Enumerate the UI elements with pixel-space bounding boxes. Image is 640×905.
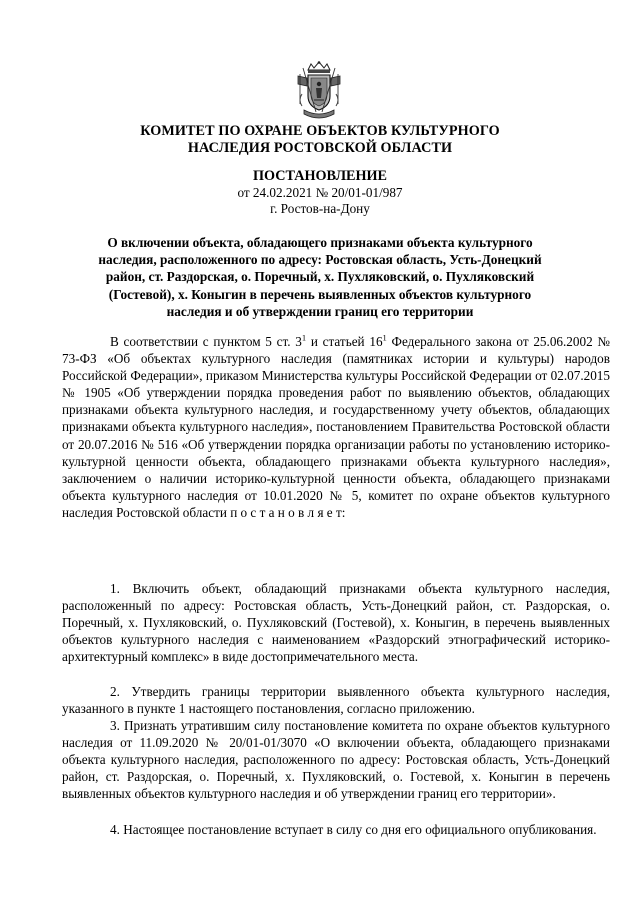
document-title	[62, 234, 578, 320]
resolves-word: п о с т а н о в л я е т:	[230, 504, 346, 520]
preamble-text-part2: и статьей 16	[306, 334, 383, 349]
clause-4-text: 4. Настоящее постановление вступает в силу со дня его официального опубликования.	[110, 822, 597, 837]
clause-4	[62, 821, 610, 838]
document-title-line: (Гостевой), х. Коныгин в перечень выявленных объектов культурного	[108, 286, 532, 302]
document-title-line: наследия, расположенного по адресу: Ростовская область, Усть-Донецкий	[98, 252, 542, 268]
organization-name-line2: НАСЛЕДИЯ РОСТОВСКОЙ ОБЛАСТИ	[187, 140, 453, 156]
clause-3-text: 3. Признать утратившим силу постановление комитета по охране объектов культурного наследия от 11.09.2020 № 20/01-01/3070 «О включении объекта, обладающего признаками объекта культурного наследия, расположенного по адресу: Ростовская область, Усть-Донецкий район, ст. Раздорская, о. Поречный, х. Пухляковский, о. Гостевой, х. Коныгин в перечень выявленных объектов культурного наследия и об утверждении границ его территории».	[62, 718, 610, 802]
document-type: ПОСТАНОВЛЕНИЕ	[252, 168, 388, 184]
document-meta	[0, 185, 640, 217]
clause-2-text: 2. Утвердить границы территории выявленного объекта культурного наследия, указанного в пункте 1 настоящего постановления, согласно приложению.	[62, 684, 610, 717]
clause-1-text: 1. Включить объект, обладающий признаками объекта культурного наследия, расположенный по адресу: Ростовская область, Усть-Донецкий район, ст. Раздорская, о. Поречный, х. Пухляковский, о. Пухляковский (Гостевой), х. Коныгин, в перечень выявленных объектов культурного наследия с наименованием «Раздорский этнографический историко-архитектурный комплекс» в виде достопримечательного места.	[62, 581, 610, 665]
superscript: 1	[301, 332, 307, 343]
preamble-paragraph	[62, 333, 610, 521]
organization-name	[0, 123, 640, 157]
clause-2	[62, 683, 610, 717]
organization-name-line1: КОМИТЕТ ПО ОХРАНЕ ОБЪЕКТОВ КУЛЬТУРНОГО	[140, 123, 500, 139]
document-city: г. Ростов-на-Дону	[270, 201, 370, 216]
rostov-oblast-coat-of-arms-icon	[294, 60, 344, 122]
preamble-text-part3: Федерального закона от 25.06.2002 № 73-ФЗ «Об объектах культурного наследия (памятниках истории и культуры) народов Российской Федерации», приказом Министерства культуры Российской Федерации от 02.07.2015 № 1905 «Об утверждении порядка проведения работ по выявлению объектов, обладающих признаками объекта культурного наследия, и государственному учету объектов, обладающих признаками объекта культурного наследия», постановлением Правительства Ростовской области от 20.07.2016 № 516 «Об утверждении порядка организации работы по установлению историко-культурной ценности объекта, обладающего признаками объекта культурного наследия», заключением о наличии историко-культурной ценности объекта, обладающего признаками объекта культурного наследия от 10.01.2020 № 5, комитет по охране объектов культурного наследия Ростовской области	[62, 334, 610, 520]
document-title-line: район, ст. Раздорская, о. Поречный, х. Пухляковский, о. Пухляковский	[105, 269, 535, 285]
clause-1	[62, 580, 610, 665]
clause-3	[62, 717, 610, 802]
preamble-text-part1: В соответствии с пунктом 5 ст. 3	[110, 334, 302, 349]
document-title-line: О включении объекта, обладающего признаками объекта культурного	[107, 235, 533, 250]
document-title-line: наследия и об утверждении границ его территории	[166, 303, 474, 319]
document-date-number: от 24.02.2021 № 20/01-01/987	[237, 185, 403, 200]
superscript: 1	[382, 332, 387, 343]
